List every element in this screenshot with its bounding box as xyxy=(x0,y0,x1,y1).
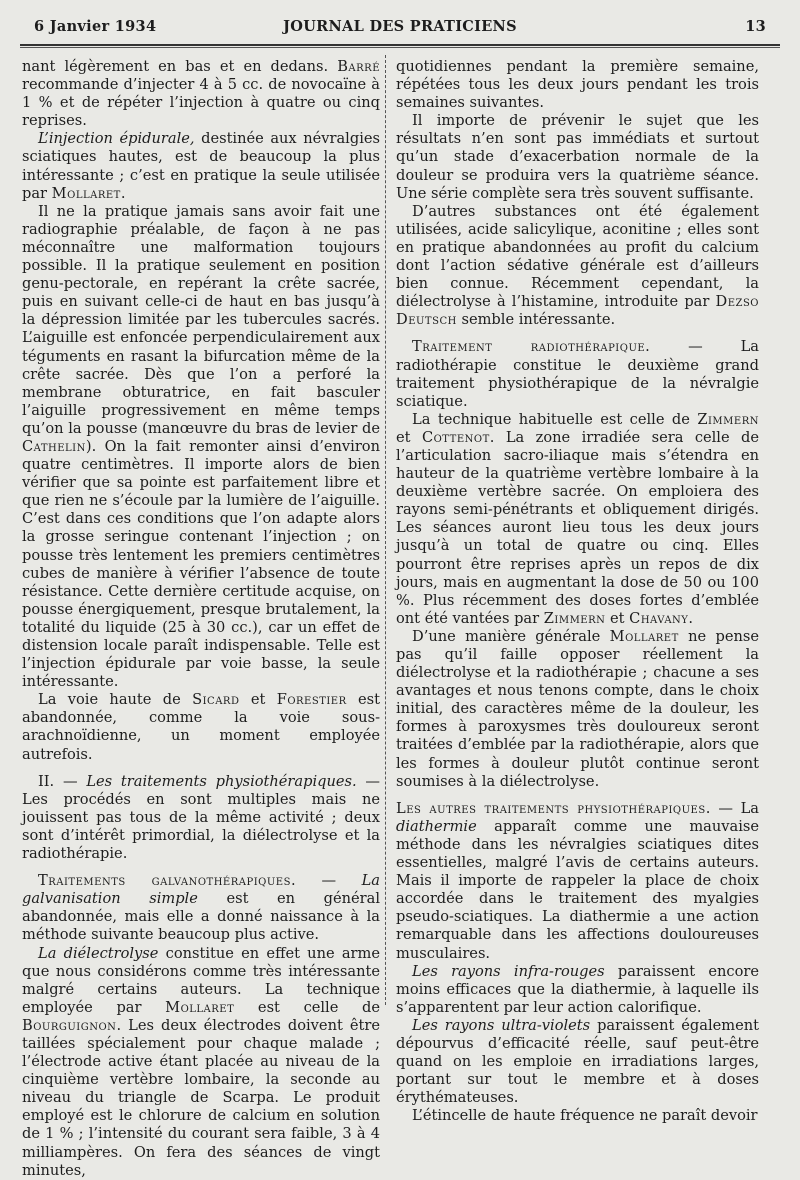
text-run: paraissent également dépourvus d’efficacité réelle, sauf peut-être quand on les emploie en irradiations larges, portant sur tout le membre et à doses érythémateuses. xyxy=(396,1016,759,1107)
text-run: nant légèrement en bas et en dedans. xyxy=(22,58,338,75)
paragraph-technique-radio xyxy=(396,411,759,628)
text-run: L’étincelle de haute fréquence ne paraît devoir xyxy=(412,1107,758,1125)
text-run: . La zone irradiée sera celle de l’articulation sacro-iliaque mais s’étendra en hauteur de la quatrième vertèbre lombaire à la deuxième vertèbre sacrée. On emploiera des rayons semi-pénétrants et obliquement dirigés. Les séances auront lieu tous les deux jours jusqu’à un total de quatre ou cinq. Elles pourront être reprises après un repos de dix jours, mais en augmentant la dose de 50 ou 100 %. Plus récemment des doses fortes d’emblée ont été vantées par xyxy=(396,428,760,627)
paragraph-maniere-generale xyxy=(396,628,759,791)
text-run: D’autres substances ont été également utilisées, acide salicylique, aconitine ; elles sont en pratique abandonnées au profit du calcium dont l’action sédative générale est d’ailleurs bien connue. Récemment cependant, la diélectrolyse à l’histamine, introduite par xyxy=(396,202,759,311)
text-run: Les traitements physiothérapiques. xyxy=(86,772,357,790)
text-run: constitue en effet une arme que nous considérons comme très intéressante malgré certains auteurs. La technique employée par xyxy=(22,944,380,1016)
text-run: ). On la fait remonter ainsi d’environ quatre centimètres. Il importe alors de bien vérifier que sa pointe est parfaitement libre et que rien ne s’écoule par la lumière de l’aiguille. C’est dans ces conditions que l’on adapte alors la grosse seringue contenant l’injection ; on pousse très lentement les premiers centimètres cubes de manière à vérifier l’absence de toute résistance. Cette dernière certitude acquise, on pousse énergiquement, presque brutalement, la totalité du liquide (25 à 30 cc.), car un effet de distension locale paraît indispensable. Telle est l’injection épidurale par voie basse, la seule intéressante. xyxy=(22,437,380,691)
author-name: Mollaret xyxy=(51,184,121,202)
text-run: La diélectrolyse xyxy=(38,944,159,962)
text-run: II. — xyxy=(38,772,87,790)
text-run: destinée aux névralgies sciatiques hautes, est de beaucoup la plus intéressante ; c’est en pratique la seule utilisée par xyxy=(22,130,380,202)
text-run: et xyxy=(605,609,630,627)
text-run: La voie haute de xyxy=(38,691,193,709)
text-run: Il ne la pratique jamais sans avoir fait une radiographie préalable, de façon à ne pas méconnaître une malformation toujours possible. Il la pratique seulement en position genu-pectorale, en repérant la crête sacrée, puis en suivant celle-ci de haut en bas jusqu’à la dépression limitée par les tubercules sacrés. L’aiguille est enfoncée perpendiculairement aux téguments en rasant la bifurcation même de la crête sacrée. Dès que l’on a perforé la membrane obturatrice, en fait basculer l’aiguille progressivement en même temps qu’on la pousse (manœuvre du bras de levier de xyxy=(22,202,380,437)
paragraph-ultra-violets xyxy=(396,1017,759,1107)
text-run: apparaît comme une mauvaise méthode dans les névralgies sciatiques dites essentielles, malgré l’avis de certains auteurs. Mais il importe de rappeler la place de choix accordée dans le traitement des myalgies pseudo-sciatiques. La diathermie a une action remarquable dans les affections douloureuses musculaires. xyxy=(396,817,759,962)
subsection-title: Les autres traitements physiothérapiques. xyxy=(396,799,711,817)
author-name: Zimmern xyxy=(543,609,606,627)
author-name: Mollaret xyxy=(165,998,235,1016)
author-name: Bourguignon xyxy=(22,1016,117,1034)
running-header xyxy=(34,18,766,38)
text-run: ne pense pas qu’il faille opposer réellement la diélectrolyse et la radiothérapie ; chacune a ses avantages et nous tenons compte, dans le choix initial, des caractères même de la douleur, les formes à paroxysmes très douloureux seront traitées d’emblée par la radiothérapie, alors que les formes à douleur plutôt continue seront soumises à la diélectrolyse. xyxy=(396,627,759,790)
author-name: Cottenot xyxy=(421,428,490,446)
text-run: — La xyxy=(710,799,760,817)
text-run: diathermie xyxy=(396,817,477,835)
subsection-title: Traitements galvanothérapiques. xyxy=(38,872,297,890)
text-run: — xyxy=(296,872,362,890)
header-rule xyxy=(20,44,780,46)
column-divider xyxy=(385,55,386,1005)
author-name: Barré xyxy=(337,58,380,75)
paragraph-prevenir xyxy=(396,112,759,202)
text-run: est celle de xyxy=(234,998,380,1016)
paragraph-infra-rouges xyxy=(396,963,759,1017)
text-run: Il importe de prévenir le sujet que les résultats n’en sont pas immédiats et surtout qu’un stade d’exacerbation normale de la douleur se produira vers la quatrième séance. Une série complète sera très souvent suffisante. xyxy=(396,112,759,202)
text-run: . xyxy=(120,184,126,202)
author-name: Dezso Deutsch xyxy=(396,293,759,329)
author-name: Forestier xyxy=(276,691,347,709)
header-date: 6 Janvier 1934 xyxy=(34,18,157,35)
text-run: paraissent encore moins efficaces que la diathermie, à laquelle ils s’apparentent par leur action calorifique. xyxy=(396,962,759,1016)
paragraph-voie-haute xyxy=(22,691,380,763)
text-run: quotidiennes pendant la première semaine, répétées tous les deux jours pendant les trois semaines suivantes. xyxy=(396,58,759,112)
paragraph-continuation xyxy=(396,58,759,112)
text-run: est en général abandonnée, mais elle a donné naissance à la méthode suivante beaucoup plus active. xyxy=(22,890,380,944)
text-run: La galvanisation simple xyxy=(22,872,380,908)
subsection-autres-traitements xyxy=(396,800,759,963)
text-run: Les rayons ultra-violets xyxy=(412,1016,591,1034)
author-name: Chavany xyxy=(629,609,689,627)
author-name: Cathelin xyxy=(22,437,86,455)
text-run: L’injection épidurale, xyxy=(38,130,195,148)
text-run: est abandonnée, comme la voie sous-arachnoïdienne, un moment employée autrefois. xyxy=(22,691,380,763)
text-run: . xyxy=(688,609,694,627)
paragraph-continuation xyxy=(22,58,380,130)
text-run: et xyxy=(396,428,422,446)
text-run: La technique habituelle est celle de xyxy=(412,410,698,428)
subsection-radiotherapique xyxy=(396,338,759,410)
text-run: Les rayons infra-rouges xyxy=(412,962,605,980)
text-run: — La radiothérapie constitue le deuxième grand traitement physiothérapique de la névralgie sciatique. xyxy=(396,338,760,410)
left-column xyxy=(22,58,380,1180)
paragraph-dielectrolyse xyxy=(22,945,380,1180)
section-heading-physiotherapiques xyxy=(22,773,380,863)
paragraph-haute-frequence xyxy=(396,1107,759,1125)
header-page-number: 13 xyxy=(745,18,766,35)
author-name: Mollaret xyxy=(609,627,679,645)
subsection-galvanotherapiques xyxy=(22,872,380,944)
paragraph-injection-epidurale xyxy=(22,130,380,202)
text-run: — Les procédés en sont multiples mais ne jouissent pas tous de la même activité ; deux sont d’intérêt primordial, la diélectrolyse et la radiothérapie. xyxy=(22,772,381,863)
subsection-title: Traitement radiothérapique. xyxy=(412,338,651,356)
header-rule-thin xyxy=(20,47,780,48)
author-name: Zimmern xyxy=(697,410,759,428)
right-column xyxy=(396,58,759,1125)
text-run: semble intéressante. xyxy=(456,311,616,329)
text-run: D’une manière générale xyxy=(412,627,610,645)
author-name: Sicard xyxy=(192,691,240,709)
text-run: et xyxy=(239,691,277,709)
header-journal-title: JOURNAL DES PRATICIENS xyxy=(283,18,517,35)
paragraph-technique xyxy=(22,203,380,692)
text-run: recommande d’injecter 4 à 5 cc. de novocaïne à 1 % et de répéter l’injection à quatre ou cinq reprises. xyxy=(22,76,380,130)
paragraph-autres-substances xyxy=(396,203,759,330)
text-run: . Les deux électrodes doivent être taillées spécialement pour chaque malade ; l’électrode active étant placée au niveau de la cinquième vertèbre lombaire, la seconde au niveau du triangle de Scarpa. Le produit employé est le chlorure de calcium en solution de 1 % ; l’intensité du courant sera faible, 3 à 4 milliampères. On fera des séances de vingt minutes, xyxy=(22,1016,380,1179)
